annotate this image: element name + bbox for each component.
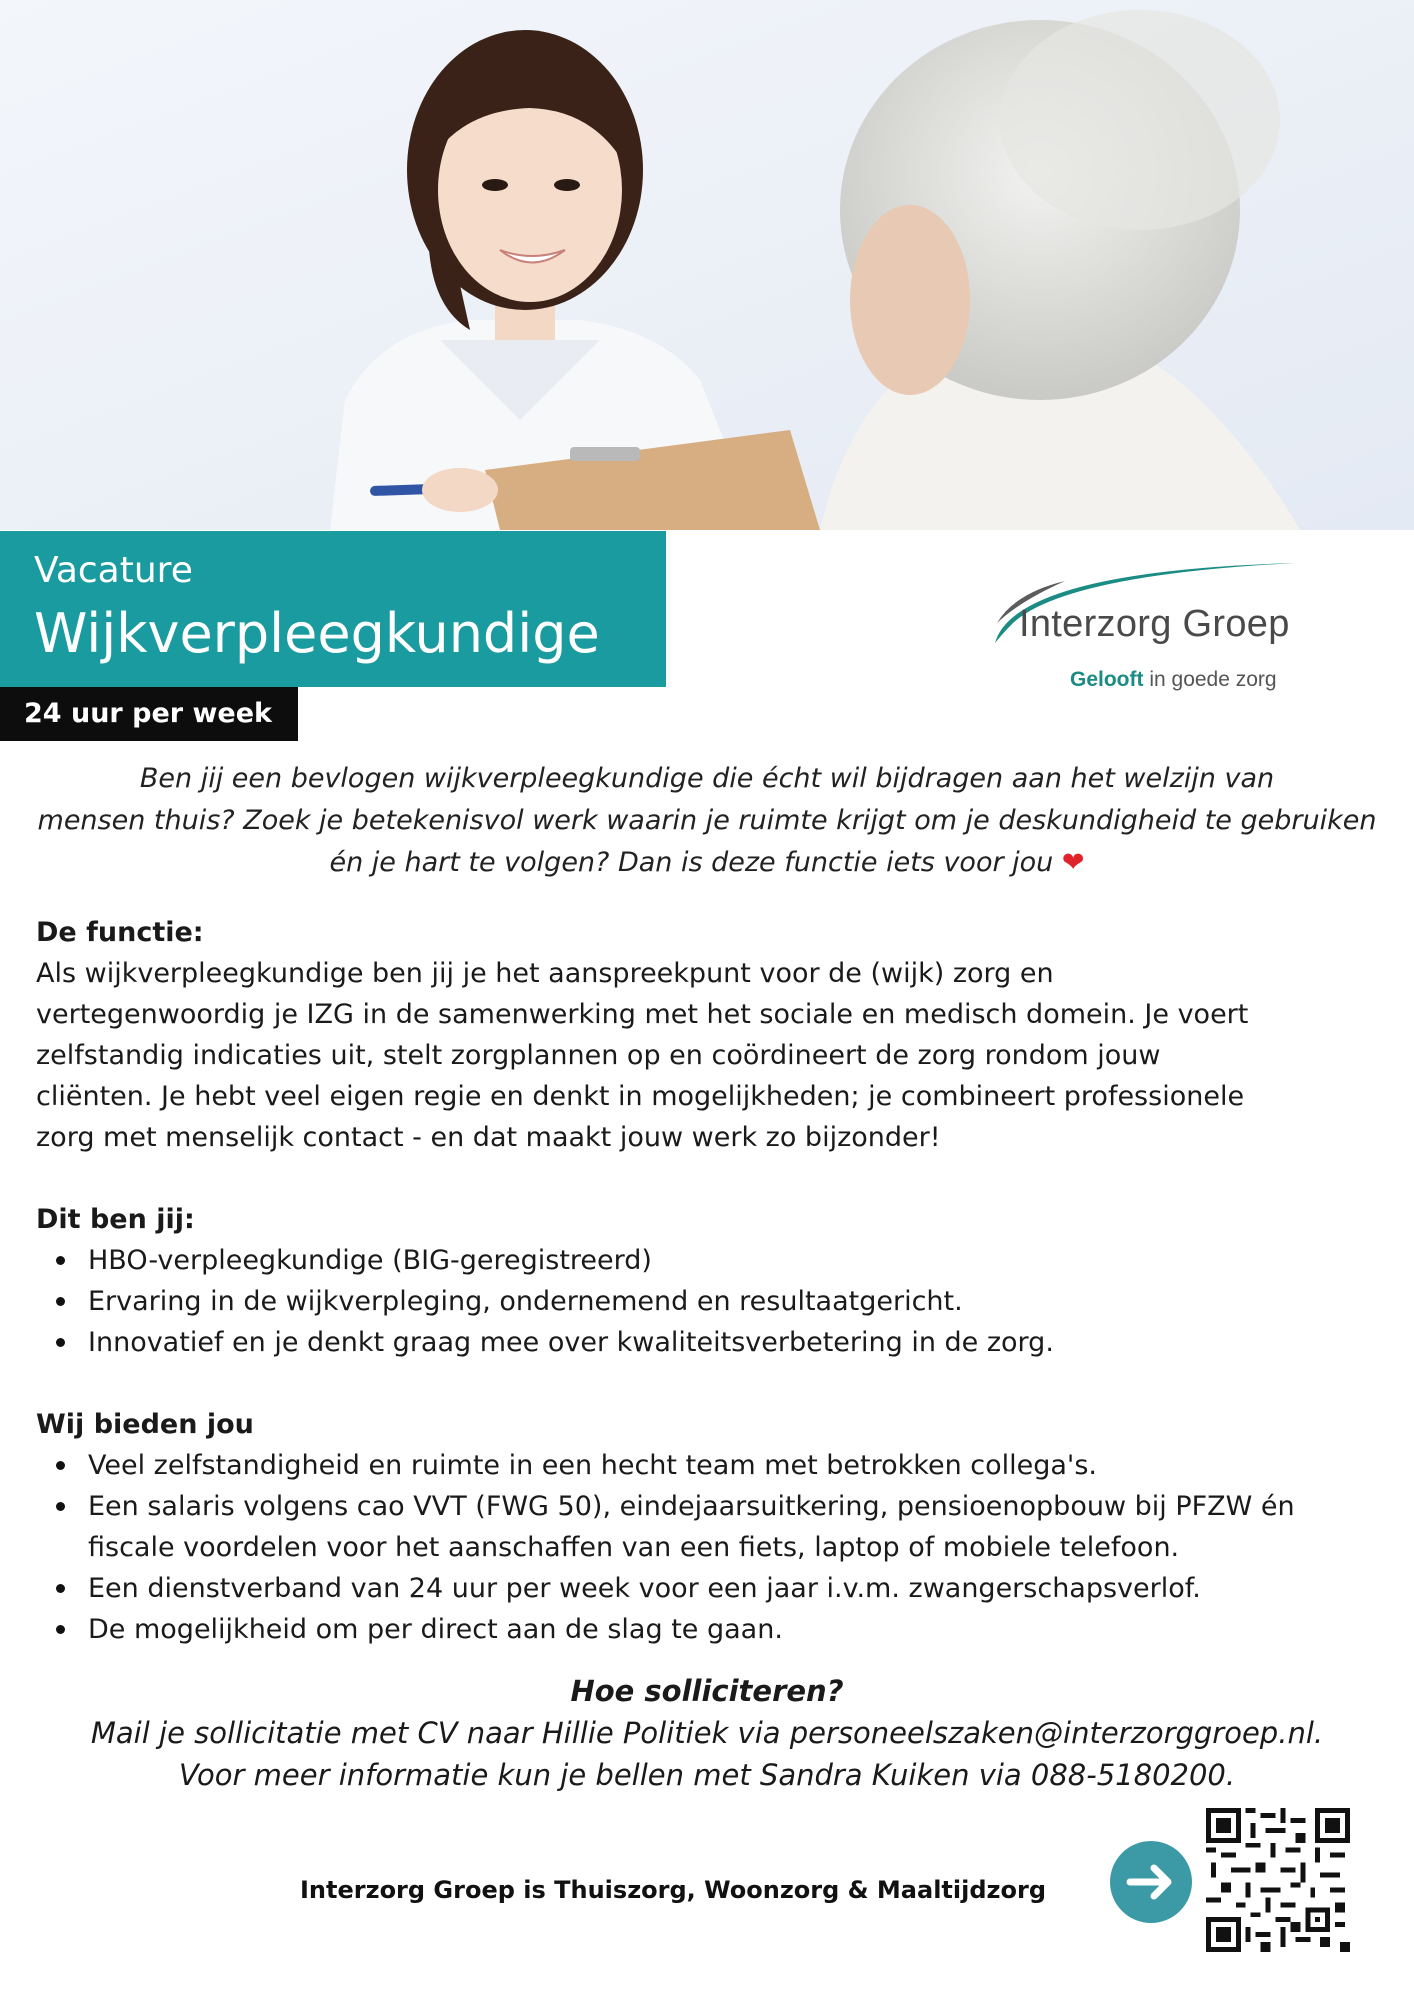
vacancy-title: Wijkverpleegkundige <box>34 602 600 665</box>
logo-tagline-green: Gelooft <box>1070 668 1144 691</box>
list-item: HBO-verpleegkundige (BIG-geregistreerd) <box>88 1240 1376 1281</box>
functie-line: vertegenwoordig je IZG in de samenwerking met het sociale en medisch domein. Je voert <box>36 999 1249 1030</box>
qr-code[interactable] <box>1206 1808 1350 1952</box>
arrow-right-icon <box>1110 1841 1192 1923</box>
apply-phone-line[interactable]: Voor meer informatie kun je bellen met Sandra Kuiken via 088-5180200. <box>178 1758 1236 1792</box>
functie-line: zorg met menselijk contact - en dat maakt jouw werk zo bijzonder! <box>36 1122 941 1153</box>
vacancy-kicker: Vacature <box>34 550 193 591</box>
profiel-list <box>36 1240 1376 1363</box>
list-item: De mogelijkheid om per direct aan de slag te gaan. <box>88 1609 1376 1650</box>
logo-tagline <box>1070 668 1277 692</box>
apply-heading: Hoe solliciteren? <box>570 1674 844 1708</box>
arrow-button[interactable] <box>1110 1841 1192 1923</box>
hero-photo <box>0 0 1414 530</box>
section-heading-aanbod: Wij bieden jou <box>36 1409 254 1440</box>
list-item: Ervaring in de wijkverpleging, ondernemend en resultaatgericht. <box>88 1281 1376 1322</box>
list-item: Veel zelfstandigheid en ruimte in een hecht team met betrokken collega's. <box>88 1445 1376 1486</box>
vacancy-title-box <box>0 531 666 687</box>
list-item: Een dienstverband van 24 uur per week voor een jaar i.v.m. zwangerschapsverlof. <box>88 1568 1376 1609</box>
functie-line: cliënten. Je hebt veel eigen regie en denkt in mogelijkheden; je combineert professionele <box>36 1081 1245 1112</box>
list-item: Een salaris volgens cao VVT (FWG 50), eindejaarsuitkering, pensioenopbouw bij PFZW én fiscale voordelen voor het aanschaffen van een fiets, laptop of mobiele telefoon. <box>88 1486 1376 1568</box>
intro-line: Ben jij een bevlogen wijkverpleegkundige die écht wil bijdragen aan het welzijn van <box>139 763 1275 794</box>
intro-line: mensen thuis? Zoek je betekenisvol werk waarin je ruimte krijgt om je deskundigheid te gebruiken <box>37 805 1377 836</box>
intro-line <box>30 842 1384 884</box>
hours-badge: 24 uur per week <box>0 687 298 741</box>
intro-text <box>30 758 1384 884</box>
section-heading-profiel: Dit ben jij: <box>36 1204 195 1235</box>
logo-brand-name: Interzorg Groep <box>1019 603 1290 645</box>
apply-mail-line[interactable]: Mail je sollicitatie met CV naar Hillie Politiek via personeelszaken@interzorggroep.nl. <box>90 1716 1324 1750</box>
apply-section <box>20 1670 1394 1796</box>
intro-line-text: én je hart te volgen? Dan is deze functie iets voor jou <box>329 847 1054 878</box>
section-heading-functie: De functie: <box>36 917 204 948</box>
logo-tagline-rest: in goede zorg <box>1143 668 1277 691</box>
aanbod-list <box>36 1445 1376 1650</box>
heart-icon: ❤ <box>1061 847 1085 878</box>
functie-line: zelfstandig indicaties uit, stelt zorgplannen op en coördineert de zorg rondom jouw <box>36 1040 1161 1071</box>
functie-line: Als wijkverpleegkundige ben jij je het aanspreekpunt voor de (wijk) zorg en <box>36 958 1054 989</box>
footer-tagline: Interzorg Groep is Thuiszorg, Woonzorg & Maaltijdzorg <box>300 1876 1047 1904</box>
list-item: Innovatief en je denkt graag mee over kwaliteitsverbetering in de zorg. <box>88 1322 1376 1363</box>
company-logo <box>975 553 1315 703</box>
vacancy-content <box>36 912 1376 1650</box>
functie-text <box>36 953 1376 1158</box>
